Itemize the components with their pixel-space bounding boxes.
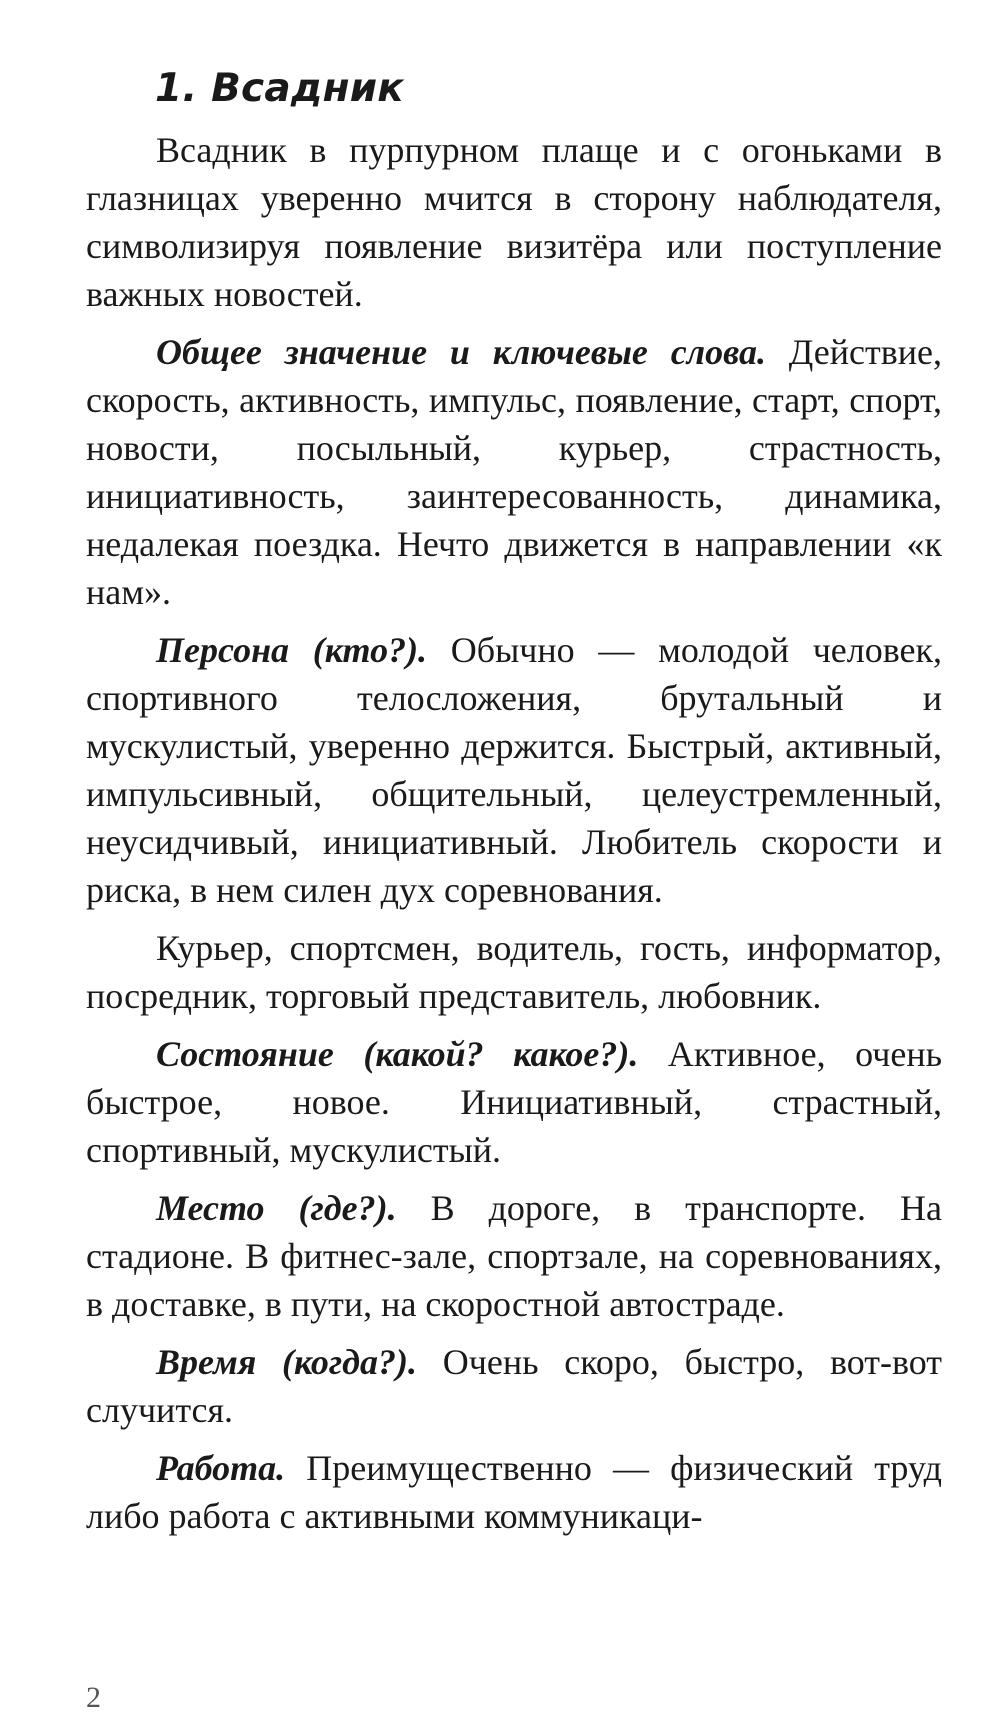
time-text: Очень скоро, быстро, вот-вот случится.: [86, 1342, 942, 1430]
place-paragraph: [86, 1184, 942, 1328]
meaning-text: Действие, скорость, активность, импульс, появление, старт, спорт, новости, посыльный, курьер, страстность, инициативность, заинтересованность, динамика, недалекая поездка. Нечто движется в направлении «к нам».: [86, 332, 942, 612]
person-text: Обычно — молодой человек, спортивного телосложения, брутальный и мускулистый, уверенно держится. Быстрый, активный, импульсивный, общительный, целеустремленный, неусидчивый, инициативный. Любитель скорости и риска, в нем силен дух соревнования.: [86, 630, 942, 910]
time-paragraph: [86, 1338, 942, 1434]
state-text: Активное, очень быстрое, новое. Инициативный, страстный, спортивный, мускулистый.: [86, 1034, 942, 1170]
work-text: Преимущественно — физический труд либо работа с активными коммуникаци-: [86, 1448, 942, 1536]
intro-paragraph: Всадник в пурпурном плаще и с огоньками в глазницах уверенно мчится в сторону наблюдателя, символизируя появление визитёра или поступление важных новостей.: [86, 130, 942, 314]
work-lead: Работа.: [156, 1448, 286, 1488]
person-paragraph: [86, 626, 942, 914]
person-lead: Персона (кто?).: [156, 630, 428, 670]
page-number: 2: [86, 1681, 101, 1714]
person-roles-paragraph: Курьер, спортсмен, водитель, гость, информатор, посредник, торговый представитель, любовник.: [86, 928, 942, 1016]
time-lead: Время (когда?).: [156, 1342, 418, 1382]
state-paragraph: [86, 1030, 942, 1174]
place-text: В дороге, в транспорте. На стадионе. В фитнес-зале, спортзале, на соревнованиях, в доставке, в пути, на скоростной автостраде.: [86, 1188, 942, 1324]
chapter-heading: 1. Всадник: [155, 66, 404, 111]
meaning-lead: Общее значение и ключевые слова.: [156, 332, 766, 372]
meaning-paragraph: [86, 328, 942, 616]
work-paragraph: [86, 1444, 942, 1540]
place-lead: Место (где?).: [156, 1188, 397, 1228]
state-lead: Состояние (какой? какое?).: [156, 1034, 639, 1074]
body-text: [86, 126, 942, 1550]
